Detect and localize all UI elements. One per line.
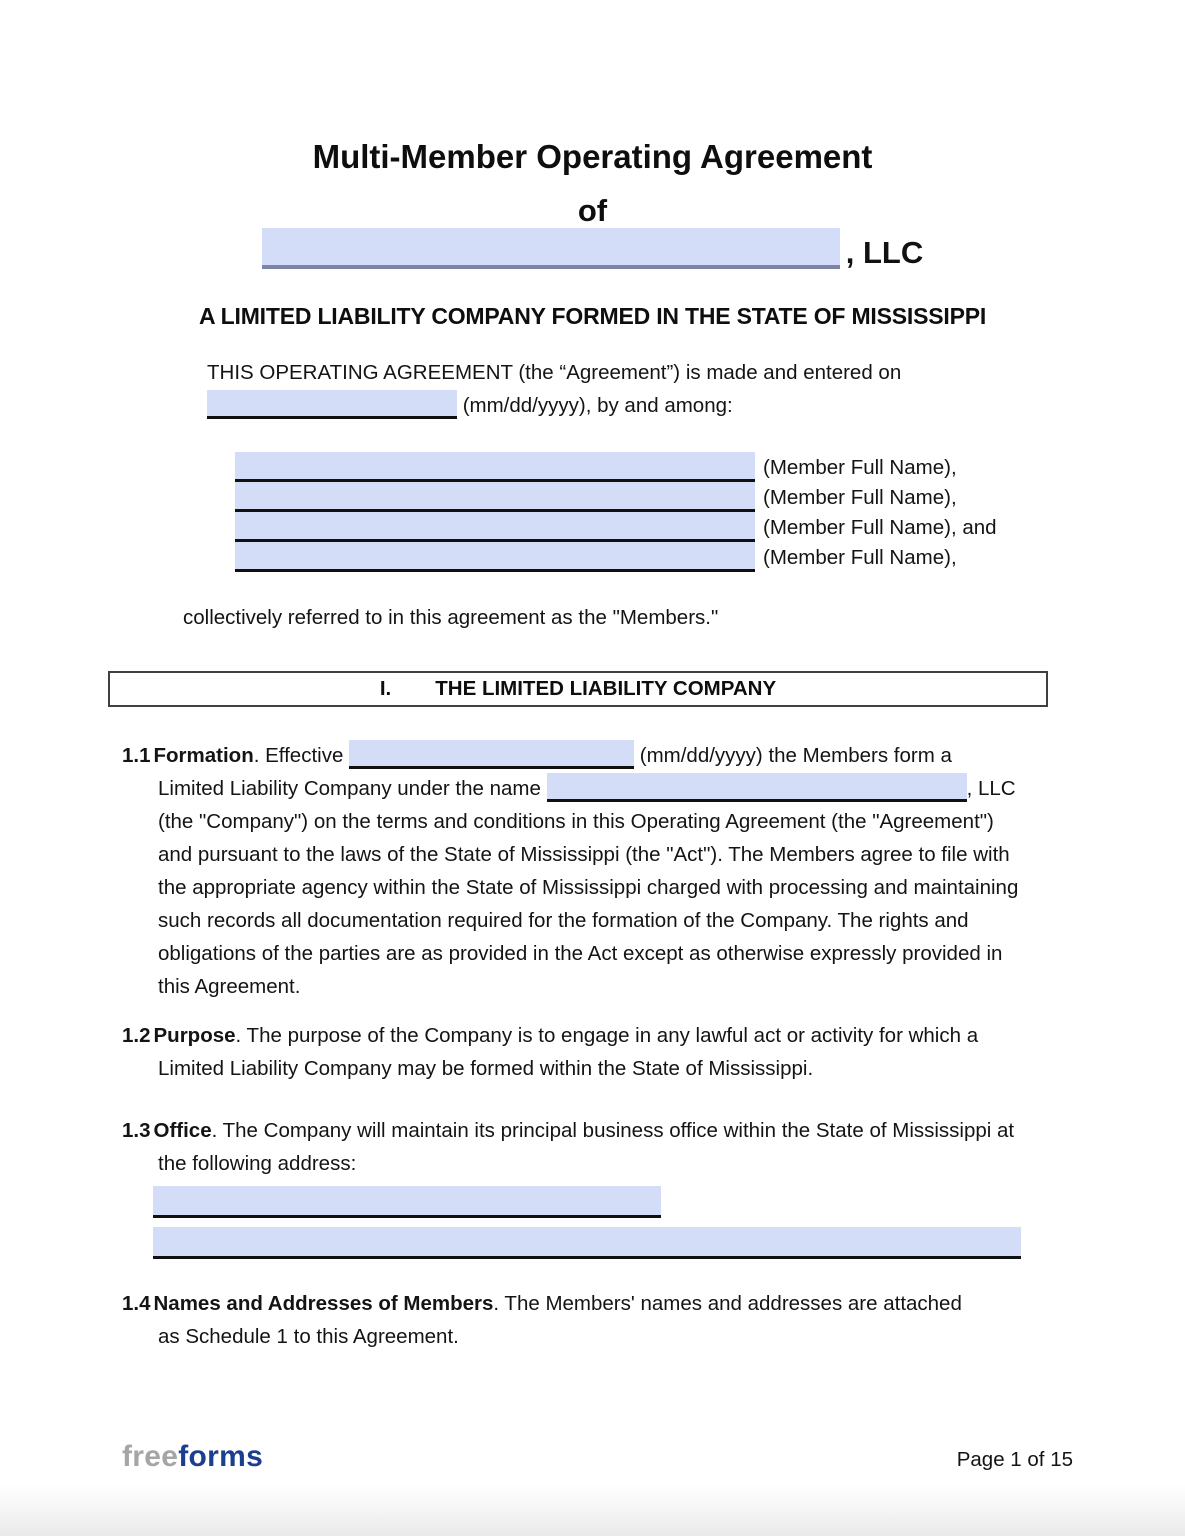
title-of-word: of	[577, 193, 608, 228]
clause-1-3-title: Office	[153, 1119, 212, 1142]
logo-forms-part: forms	[178, 1440, 264, 1473]
member-4-label: (Member Full Name),	[763, 546, 957, 569]
member-2-name-field[interactable]	[235, 482, 755, 512]
clause-1-3-office	[122, 1114, 1021, 1259]
clause-1-4-names-addresses	[122, 1287, 978, 1353]
member-row-3	[235, 512, 997, 542]
page-bottom-fade	[0, 1484, 1185, 1536]
formation-company-name-field[interactable]	[547, 773, 967, 802]
freeforms-logo	[122, 1440, 263, 1474]
clause-1-1-number: 1.1	[122, 744, 151, 767]
intro-line-2	[207, 389, 1037, 422]
clause-1-3-number: 1.3	[122, 1119, 151, 1142]
page-title: Multi-Member Operating Agreement	[312, 138, 873, 175]
section-1-numeral: I.	[379, 677, 392, 700]
clause-1-4-title: Names and Addresses of Members	[153, 1292, 494, 1315]
section-1-header	[108, 671, 1048, 707]
clause-1-1-formation	[122, 739, 1021, 1003]
company-name-field[interactable]	[262, 228, 840, 269]
member-2-label: (Member Full Name),	[763, 486, 957, 509]
clause-1-1-text-b: (mm/dd/yyyy) the Members form a Limited Liability Company under the name	[158, 744, 952, 800]
clause-1-2-number: 1.2	[122, 1024, 151, 1047]
company-name-row	[0, 228, 1185, 269]
clause-1-4-text: . The Members' names and addresses are attached as Schedule 1 to this Agreement.	[158, 1292, 962, 1348]
member-row-1	[235, 452, 997, 482]
member-4-name-field[interactable]	[235, 542, 755, 572]
office-address-line-1-field[interactable]	[153, 1186, 661, 1218]
agreement-date-field[interactable]	[207, 390, 457, 419]
clause-1-2-text: . The purpose of the Company is to engage in any lawful act or activity for which a Limited Liability Company may be formed within the State of Mississippi.	[158, 1024, 979, 1080]
page-number-label: Page 1 of 15	[956, 1448, 1073, 1471]
member-row-2	[235, 482, 997, 512]
intro-line-2-text: (mm/dd/yyyy), by and among:	[457, 394, 733, 417]
member-3-name-field[interactable]	[235, 512, 755, 542]
clause-1-1-text-a: . Effective	[253, 744, 350, 767]
collective-reference-text: collectively referred to in this agreement as the "Members."	[183, 606, 719, 629]
member-1-name-field[interactable]	[235, 452, 755, 482]
clause-1-4-number: 1.4	[122, 1292, 151, 1315]
section-1-title: THE LIMITED LIABILITY COMPANY	[435, 677, 777, 700]
intro-paragraph	[207, 356, 1037, 422]
clause-1-1-text-c: , LLC (the "Company") on the terms and conditions in this Operating Agreement (the "Agreement") and pursuant to the laws of the State of Mississippi (the "Act"). The Members agree to file with the appropriate agency within the State of Mississippi charged with processing and maintaining such records all documentation required for the formation of the Company. The rights and obligations of the parties are as provided in the Act except as otherwise expressly provided in this Agreement.	[158, 777, 1019, 998]
clause-1-2-purpose	[122, 1019, 1021, 1085]
logo-free-part: free	[122, 1440, 179, 1473]
clause-1-1-title: Formation	[153, 744, 254, 767]
clause-1-3-text: . The Company will maintain its principal business office within the State of Mississippi at the following address:	[158, 1119, 1015, 1175]
member-3-label: (Member Full Name), and	[763, 516, 997, 539]
clause-1-2-title: Purpose	[153, 1024, 236, 1047]
intro-line-1: THIS OPERATING AGREEMENT (the “Agreement”) is made and entered on	[207, 361, 902, 384]
company-suffix-label: , LLC	[845, 235, 924, 270]
office-address-line-2-field[interactable]	[153, 1227, 1021, 1259]
member-row-4	[235, 542, 997, 572]
member-1-label: (Member Full Name),	[763, 456, 957, 479]
formation-date-field[interactable]	[349, 740, 634, 769]
member-name-list	[235, 452, 997, 572]
formation-state-subtitle: A LIMITED LIABILITY COMPANY FORMED IN THE STATE OF MISSISSIPPI	[198, 303, 987, 329]
